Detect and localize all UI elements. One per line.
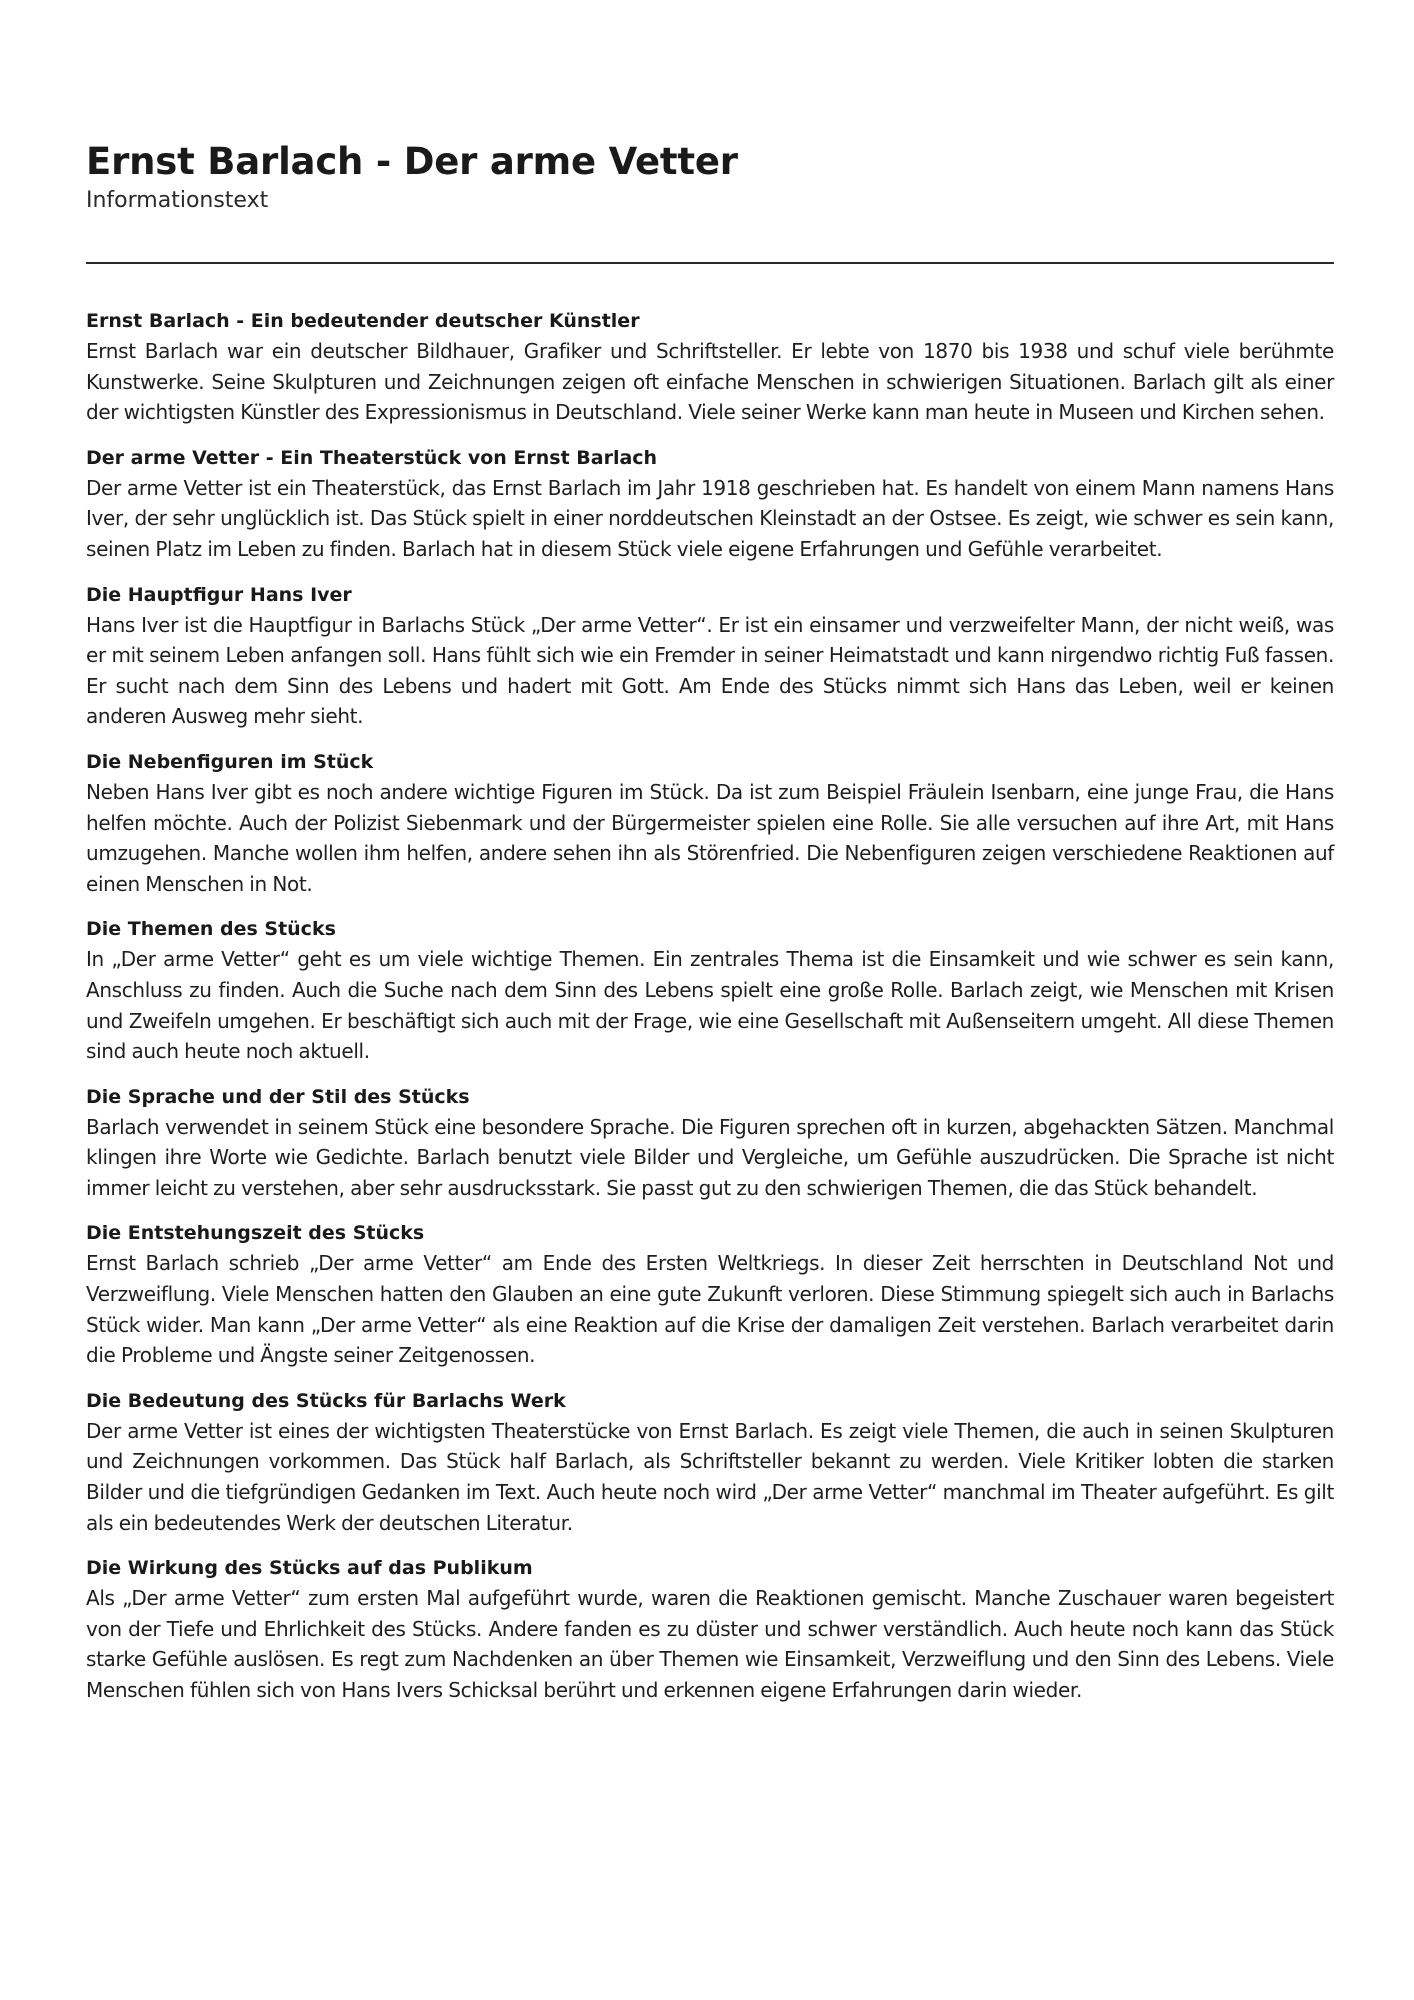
section-text: Als „Der arme Vetter“ zum ersten Mal aufgeführt wurde, waren die Reaktionen gemischt. Manche Zuschauer waren begeistert von der Tiefe und Ehrlichkeit des Stücks. Andere fanden es zu düster und schwer verständlich. Auch heute noch kann das Stück starke Gefühle auslösen. Es regt zum Nachdenken an über Themen wie Einsamkeit, Verzweiflung und den Sinn des Lebens. Viele Menschen fühlen sich von Hans Ivers Schicksal berührt und erkennen eigene Erfahrungen darin wieder. [86,1586,1334,1702]
section-heading: Die Nebenfiguren im Stück [86,750,374,773]
title-divider [86,262,1334,264]
section-text: Neben Hans Iver gibt es noch andere wichtige Figuren im Stück. Da ist zum Beispiel Fräulein Isenbarn, eine junge Frau, die Hans helfen möchte. Auch der Polizist Siebenmark und der Bürgermeister spielen eine Rolle. Sie alle versuchen auf ihre Art, mit Hans umzugehen. Manche wollen ihm helfen, andere sehen ihn als Störenfried. Die Nebenfiguren zeigen verschiedene Reaktionen auf einen Menschen in Not. [86,779,1334,896]
section-text: Der arme Vetter ist eines der wichtigsten Theaterstücke von Ernst Barlach. Es zeigt viele Themen, die auch in seinen Skulpturen und Zeichnungen vorkommen. Das Stück half Barlach, als Schriftsteller bekannt zu werden. Viele Kritiker lobten die starken Bilder und die tiefgründigen Gedanken im Text. Auch heute noch wird „Der arme Vetter“ manchmal im Theater aufgeführt. Es gilt als ein bedeutendes Werk der deutschen Literatur. [86,1418,1334,1535]
section-themen [86,914,1334,1066]
section-wirkung [86,1553,1334,1705]
section-entstehungszeit [86,1218,1334,1370]
section-heading: Die Themen des Stücks [86,918,336,941]
document-subtitle: Informationstext [86,188,269,213]
section-text: Hans Iver ist die Hauptfigur in Barlachs Stück „Der arme Vetter“. Er ist ein einsamer und verzweifelter Mann, der nicht weiß, was er mit seinem Leben anfangen soll. Hans fühlt sich wie ein Fremder in seiner Heimatstadt und kann nirgendwo richtig Fuß fassen. Er sucht nach dem Sinn des Lebens und hadert mit Gott. Am Ende des Stücks nimmt sich Hans das Leben, weil er keinen anderen Ausweg mehr sieht. [86,612,1334,729]
section-heading: Die Sprache und der Stil des Stücks [86,1085,470,1108]
document-page [86,140,1334,1721]
section-heading: Die Hauptfigur Hans Iver [86,583,352,606]
section-text: Barlach verwendet in seinem Stück eine besondere Sprache. Die Figuren sprechen oft in kurzen, abgehackten Sätzen. Manchmal klingen ihre Worte wie Gedichte. Barlach benutzt viele Bilder und Vergleiche, um Gefühle auszudrücken. Die Sprache ist nicht immer leicht zu verstehen, aber sehr ausdrucksstark. Sie passt gut zu den schwierigen Themen, die das Stück behandelt. [86,1114,1334,1200]
section-text: Ernst Barlach war ein deutscher Bildhauer, Grafiker und Schriftsteller. Er lebte von 1870 bis 1938 und schuf viele berühmte Kunstwerke. Seine Skulpturen und Zeichnungen zeigen oft einfache Menschen in schwierigen Situationen. Barlach gilt als einer der wichtigsten Künstler des Expressionismus in Deutschland. Viele seiner Werke kann man heute in Museen und Kirchen sehen. [86,339,1334,425]
section-text: Ernst Barlach schrieb „Der arme Vetter“ am Ende des Ersten Weltkriegs. In dieser Zeit herrschten in Deutschland Not und Verzweiflung. Viele Menschen hatten den Glauben an eine gute Zukunft verloren. Diese Stimmung spiegelt sich auch in Barlachs Stück wider. Man kann „Der arme Vetter“ als eine Reaktion auf die Krise der damaligen Zeit verstehen. Barlach verarbeitet darin die Probleme und Ängste seiner Zeitgenossen. [86,1251,1334,1368]
section-text: Der arme Vetter ist ein Theaterstück, das Ernst Barlach im Jahr 1918 geschrieben hat. Es handelt von einem Mann namens Hans Iver, der sehr unglücklich ist. Das Stück spielt in einer norddeutschen Kleinstadt an der Ostsee. Es zeigt, wie schwer es sein kann, seinen Platz im Leben zu finden. Barlach hat in diesem Stück viele eigene Erfahrungen und Gefühle verarbeitet. [86,475,1334,561]
section-text: In „Der arme Vetter“ geht es um viele wichtige Themen. Ein zentrales Thema ist die Einsamkeit und wie schwer es sein kann, Anschluss zu finden. Auch die Suche nach dem Sinn des Lebens spielt eine große Rolle. Barlach zeigt, wie Menschen mit Krisen und Zweifeln umgehen. Er beschäftigt sich auch mit der Frage, wie eine Gesellschaft mit Außenseitern umgeht. All diese Themen sind auch heute noch aktuell. [86,947,1334,1064]
section-heading: Ernst Barlach - Ein bedeutender deutscher Künstler [86,310,640,332]
section-hauptfigur [86,580,1334,732]
section-heading: Der arme Vetter - Ein Theaterstück von Ernst Barlach [86,446,658,469]
section-heading: Die Bedeutung des Stücks für Barlachs Werk [86,1389,566,1412]
section-nebenfiguren [86,747,1334,899]
section-sprache-stil [86,1082,1334,1204]
sections-container [86,306,1334,1706]
section-theaterstueck [86,443,1334,565]
section-barlach-kuenstler [86,306,1334,428]
document-title: Ernst Barlach - Der arme Vetter [86,140,738,183]
section-heading: Die Entstehungszeit des Stücks [86,1222,425,1245]
section-heading: Die Wirkung des Stücks auf das Publikum [86,1557,533,1580]
section-bedeutung [86,1386,1334,1538]
